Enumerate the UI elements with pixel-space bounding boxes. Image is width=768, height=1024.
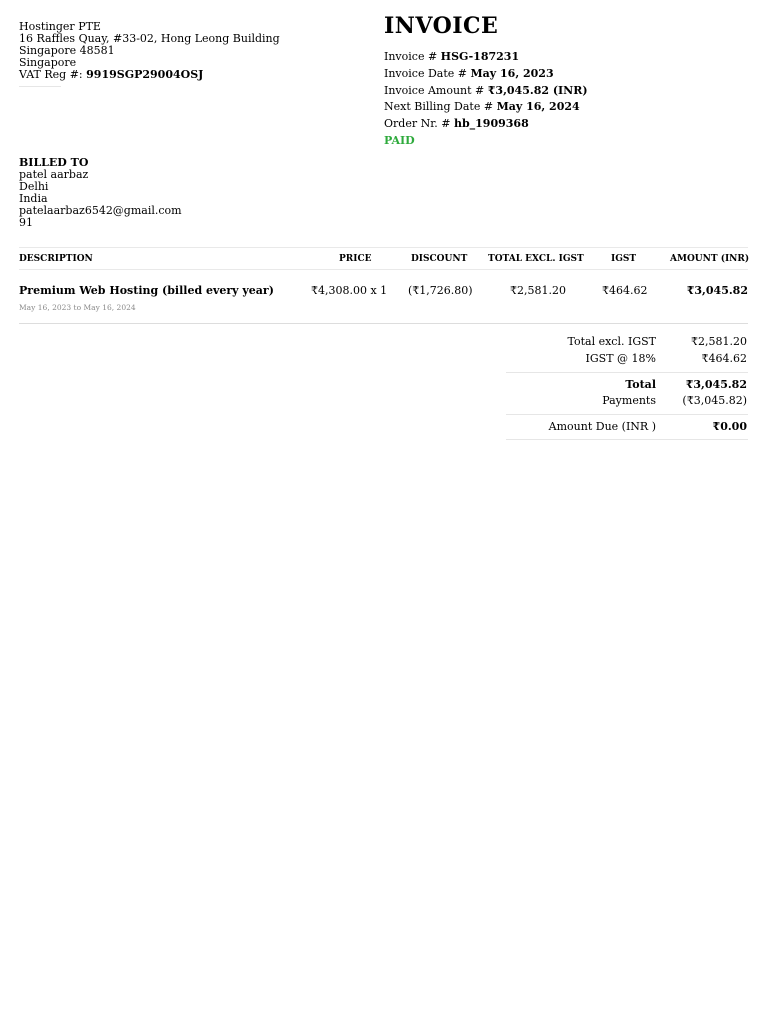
seller-country: Singapore (19, 56, 77, 69)
row-total-excl: ₹2,581.20 (510, 284, 566, 297)
seller-divider (19, 86, 61, 87)
billed-to-phone: 91 (19, 216, 33, 229)
next-billing-label: Next Billing Date # (384, 100, 494, 114)
row-description: Premium Web Hosting (billed every year) (19, 284, 274, 297)
invoice-amount (384, 83, 588, 100)
table-top-divider (19, 247, 748, 248)
invoice-number (384, 49, 588, 66)
summary-divider-1 (506, 372, 748, 373)
summary-due-label: Amount Due (INR ) (548, 420, 656, 433)
seller-name: Hostinger PTE (19, 20, 101, 33)
seller-vat-value: 9919SGP29004OSJ (86, 68, 204, 81)
seller-address-line2: Singapore 48581 (19, 44, 115, 57)
billed-to-block (19, 157, 182, 229)
summary-igst-label: IGST @ 18% (585, 352, 656, 365)
seller-vat (19, 69, 280, 81)
row-igst: ₹464.62 (602, 284, 648, 297)
billed-to-name: patel aarbaz (19, 168, 89, 181)
summary-total-excl-value: ₹2,581.20 (691, 335, 747, 348)
order-number-label: Order Nr. # (384, 117, 451, 131)
header-discount: DISCOUNT (411, 254, 468, 264)
order-number (384, 116, 588, 133)
summary-divider-3 (506, 439, 748, 440)
status-badge: PAID (384, 133, 415, 147)
summary-total-value: ₹3,045.82 (685, 378, 747, 391)
header-igst: IGST (611, 254, 637, 264)
invoice-number-label: Invoice # (384, 50, 438, 63)
seller-block (19, 21, 280, 81)
billed-to-city: Delhi (19, 180, 49, 193)
invoice-date-label: Invoice Date # (384, 66, 467, 80)
row-period: May 16, 2023 to May 16, 2024 (19, 303, 136, 312)
seller-vat-label: VAT Reg #: (19, 68, 83, 81)
header-total-excl: TOTAL EXCL. IGST (488, 254, 584, 264)
billed-to-country: India (19, 192, 48, 205)
summary-payments-value: (₹3,045.82) (682, 394, 747, 407)
next-billing-date (384, 99, 588, 116)
invoice-date (384, 66, 588, 83)
order-number-value: hb_1909368 (453, 117, 529, 131)
row-amount: ₹3,045.82 (686, 284, 748, 297)
row-price: ₹4,308.00 x 1 (311, 284, 388, 297)
summary-due-value: ₹0.00 (712, 420, 747, 433)
header-price: PRICE (339, 254, 372, 264)
table-header-divider (19, 269, 748, 270)
table-bottom-divider (19, 323, 748, 324)
header-amount: AMOUNT (INR) (670, 254, 750, 264)
header-description: DESCRIPTION (19, 254, 93, 264)
invoice-number-value: HSG-187231 (440, 50, 520, 63)
billed-to-heading: BILLED TO (19, 156, 89, 169)
summary-total-excl-label: Total excl. IGST (567, 335, 656, 348)
next-billing-value: May 16, 2024 (496, 100, 580, 114)
summary-igst-value: ₹464.62 (701, 352, 747, 365)
seller-address-line1: 16 Raffles Quay, #33-02, Hong Leong Building (19, 32, 280, 45)
invoice-date-value: May 16, 2023 (470, 66, 554, 80)
row-discount: (₹1,726.80) (408, 284, 473, 297)
invoice-meta (384, 49, 588, 150)
invoice-title: INVOICE (384, 13, 499, 39)
invoice-amount-value: ₹3,045.82 (INR) (487, 83, 588, 97)
summary-payments-label: Payments (602, 394, 656, 407)
summary-total-label: Total (625, 378, 656, 391)
invoice-amount-label: Invoice Amount # (384, 83, 485, 97)
billed-to-email: patelaarbaz6542@gmail.com (19, 204, 182, 217)
summary-divider-2 (506, 414, 748, 415)
